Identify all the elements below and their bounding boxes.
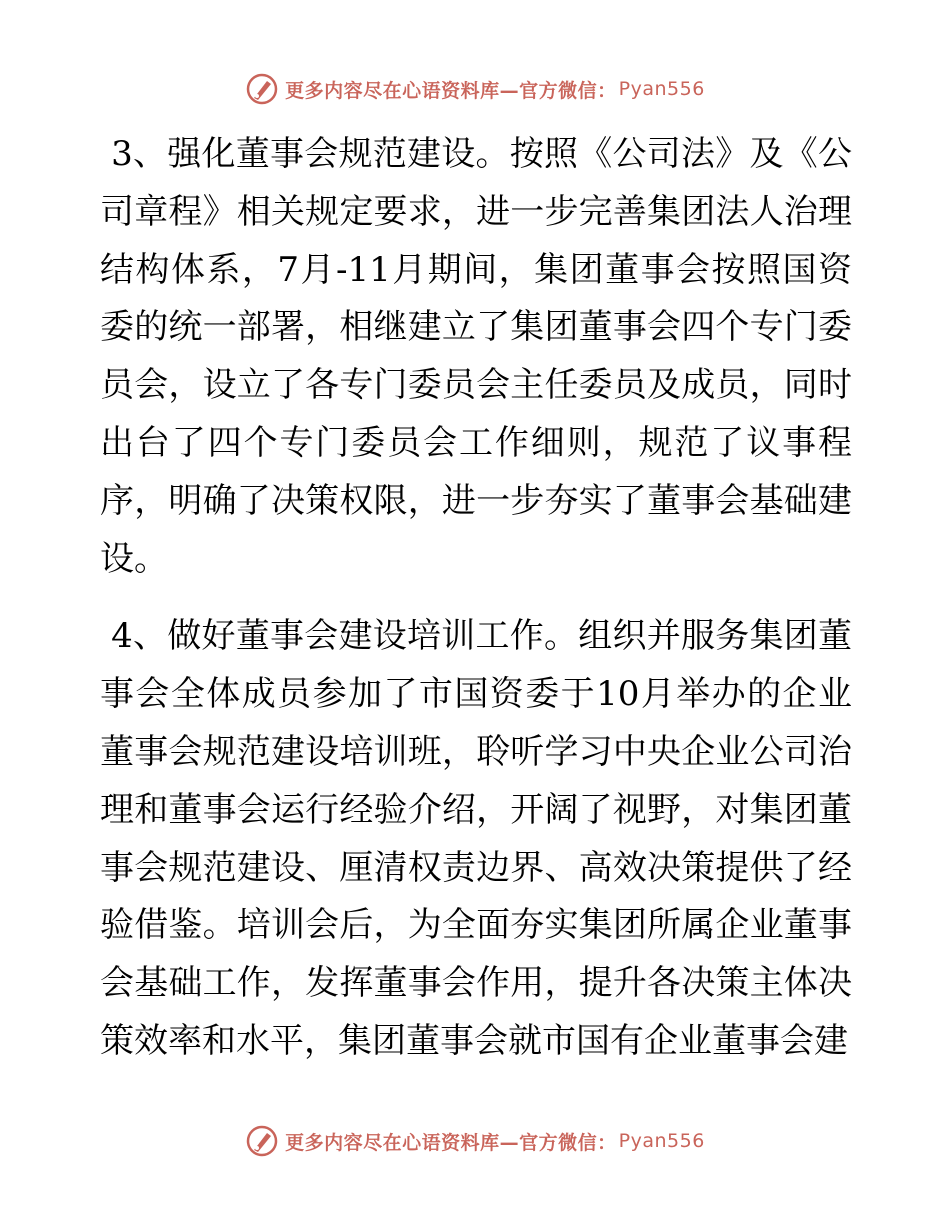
paragraph-4: 4、做好董事会建设培训工作。组织并服务集团董事会全体成员参加了市国资委于10月举办的企业董事会规范建设培训班，聆听学习中央企业公司治理和董事会运行经验介绍，开阔了视野，对集团董事会规范建设、厘清权责边界、高效决策提供了经验借鉴。培训会后，为全面夯实集团所属企业董事会基础工作，发挥董事会作用，提升各决策主体决策效率和水平，集团董事会就市国有企业董事会建 bbox=[100, 616, 852, 1061]
pen-logo-icon bbox=[245, 72, 279, 106]
watermark-text: 更多内容尽在心语资料库—官方微信： bbox=[285, 1131, 617, 1154]
paragraph-3: 3、强化董事会规范建设。按照《公司法》及《公司章程》相关规定要求，进一步完善集团法人治理结构体系，7月-11月期间，集团董事会按照国资委的统一部署，相继建立了集团董事会四个专门委员会，设立了各专门委员会主任委员及成员，同时出台了四个专门委员会工作细则，规范了议事程序，明确了决策权限，进一步夯实了董事会基础建设。 bbox=[100, 134, 852, 579]
pen-logo-icon bbox=[245, 1124, 279, 1158]
document-body bbox=[100, 126, 852, 1071]
watermark-text: 更多内容尽在心语资料库—官方微信： bbox=[285, 79, 617, 102]
header-watermark bbox=[0, 72, 950, 106]
watermark-account: Pyan556 bbox=[618, 78, 705, 100]
watermark-account: Pyan556 bbox=[618, 1130, 705, 1152]
footer-watermark bbox=[0, 1124, 950, 1158]
